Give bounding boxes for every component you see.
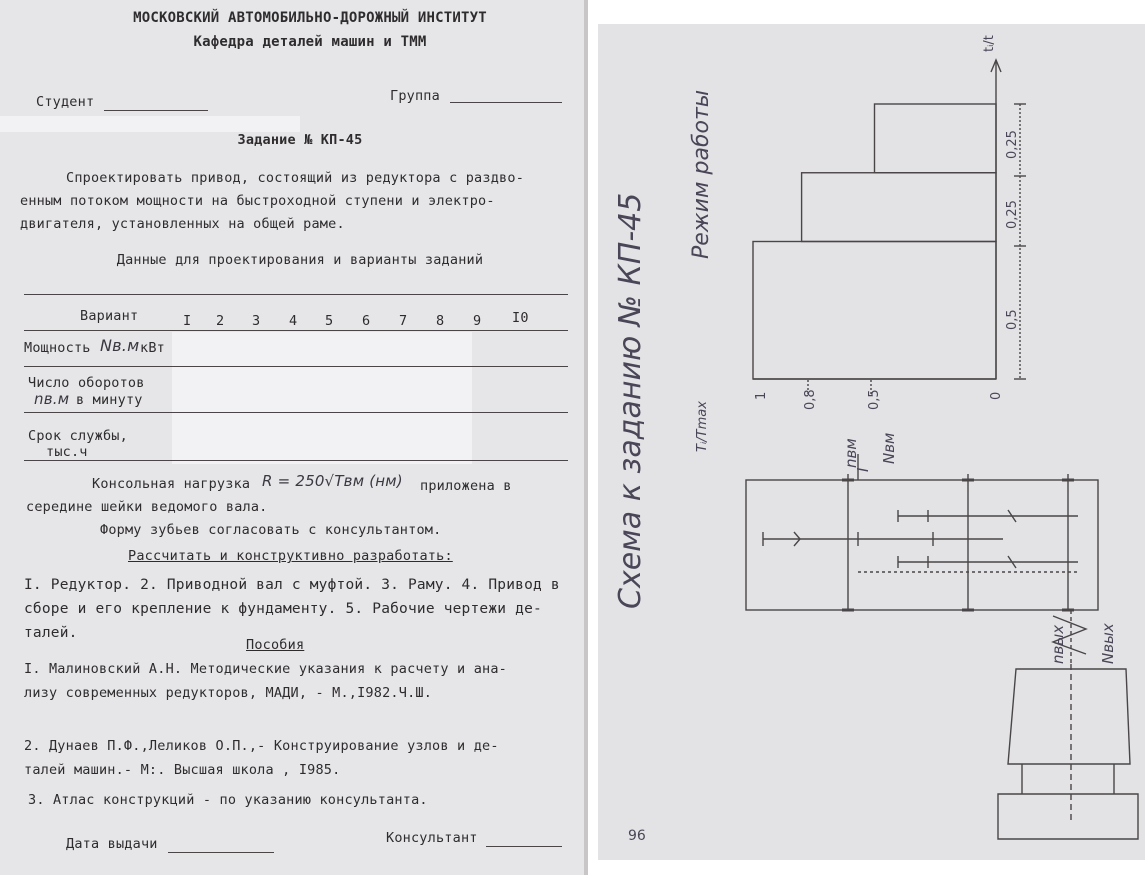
output-speed-label: nвых — [1049, 624, 1067, 664]
calc-line-3: талей. — [24, 625, 78, 641]
teeth-note: Форму зубьев согласовать с консультантом. — [100, 522, 442, 538]
values-erased-area — [172, 332, 472, 464]
consultant-label: Консультант — [386, 830, 478, 846]
manual-1-line-2: лизу современных редукторов, МАДИ, - М.,I982.Ч.Ш. — [24, 685, 433, 701]
y-tick-1: 0,5 — [1005, 309, 1020, 330]
console-formula: R = 250√Tвм (нм) — [262, 472, 403, 490]
data-heading: Данные для проектирования и варианты заданий — [116, 252, 484, 268]
variant-1: I — [183, 313, 192, 329]
manual-2-line-2: талей машин.- М:. Высшая школа , I985. — [24, 762, 341, 778]
gearbox-housing — [746, 480, 1098, 610]
table-top-rule — [24, 294, 568, 295]
variant-2: 2 — [216, 313, 225, 329]
institute-name: МОСКОВСКИЙ АВТОМОБИЛЬНО-ДОРОЖНЫЙ ИНСТИТУТ — [133, 10, 487, 26]
student-label: Студент — [36, 94, 95, 110]
variant-7: 7 — [399, 313, 408, 329]
electric-motor — [998, 664, 1138, 839]
load-bars — [753, 104, 996, 379]
console-label: Консольная нагрузка — [92, 476, 251, 492]
lifetime-label: Срок службы, — [28, 428, 128, 444]
load-bar-3 — [875, 104, 997, 173]
page-number: 96 — [628, 828, 646, 844]
variant-10: I0 — [512, 310, 529, 326]
input-shaft-marker: I — [854, 467, 872, 472]
calc-line-2: сборе и его крепление к фундаменту. 5. Рабочие чертежи де- — [24, 601, 542, 617]
task-line-1: Спроектировать привод, состоящий из редуктора с раздво- — [66, 170, 525, 186]
console-text: приложена в — [420, 478, 512, 494]
variant-6: 6 — [362, 313, 371, 329]
x-tick-3: 0,5 — [867, 389, 882, 410]
issue-date-field — [168, 852, 274, 853]
gearbox-scheme — [746, 454, 1098, 664]
variant-9: 9 — [473, 313, 482, 329]
power-unit: кВт — [140, 340, 165, 356]
department-name: Кафедра деталей машин и ТММ — [193, 34, 427, 50]
input-speed-label: nвм — [842, 438, 860, 468]
axis-left-label: Tᵢ/Tmax — [695, 401, 710, 452]
axis-top-label: tᵢ/t — [982, 35, 997, 52]
task-title: Задание № КП-45 — [237, 132, 363, 148]
load-bar-2 — [802, 173, 996, 242]
table-row-rule-2 — [24, 412, 568, 413]
console-line-2: середине шейки ведомого вала. — [26, 499, 268, 515]
table-header-rule — [24, 330, 568, 331]
group-label: Группа — [390, 88, 440, 104]
calc-line-1: I. Редуктор. 2. Приводной вал с муфтой. 3. Раму. 4. Привод в — [24, 577, 560, 593]
variant-4: 4 — [289, 313, 298, 329]
calc-heading: Рассчитать и конструктивно разработать: — [128, 548, 453, 564]
lifetime-unit: тыс.ч — [46, 444, 88, 460]
power-label: Мощность — [24, 340, 91, 356]
scheme-title: Схема к заданию № КП-45 — [613, 192, 648, 609]
variant-label: Вариант — [80, 308, 139, 324]
manuals-heading: Пособия — [246, 637, 305, 653]
y-tick-3: 0,25 — [1005, 130, 1020, 159]
table-row-rule-1 — [24, 366, 568, 367]
rpm-unit: в минуту — [76, 392, 143, 408]
manual-2-line-1: 2. Дунаев П.Ф.,Леликов О.П.,- Конструирование узлов и де- — [24, 738, 499, 754]
erased-area — [0, 116, 300, 132]
table-bottom-rule — [24, 460, 568, 461]
group-field — [450, 102, 562, 103]
load-diagram — [753, 60, 1026, 396]
x-tick-2: 0,8 — [803, 389, 818, 410]
variant-8: 8 — [436, 313, 445, 329]
y-tick-2: 0,25 — [1005, 200, 1020, 229]
power-symbol: Nв.м — [100, 336, 140, 355]
student-field — [104, 110, 208, 111]
manual-1-line-1: I. Малиновский А.Н. Методические указания к расчету и ана- — [24, 661, 508, 677]
x-tick-1: 1 — [754, 391, 769, 400]
consultant-field — [486, 846, 562, 847]
variant-3: 3 — [252, 313, 261, 329]
rpm-symbol: nв.м — [34, 390, 70, 408]
mode-title: Режим работы — [689, 89, 714, 259]
input-power-label: Nвм — [880, 432, 898, 464]
variant-5: 5 — [325, 313, 334, 329]
manual-3: 3. Атлас конструкций - по указанию консультанта. — [28, 792, 428, 808]
scheme-drawing — [598, 24, 1145, 860]
x-tick-4: 0 — [989, 391, 1004, 400]
task-line-2: енным потоком мощности на быстроходной ступени и электро- — [20, 193, 495, 209]
load-bar-1 — [753, 242, 996, 380]
issue-date-label: Дата выдачи — [66, 836, 158, 852]
sheet-edge — [584, 0, 588, 875]
task-line-3: двигателя, установленных на общей раме. — [20, 216, 345, 232]
output-power-label: Nвых — [1099, 623, 1117, 664]
scheme-sheet — [598, 24, 1145, 860]
rpm-label: Число оборотов — [28, 375, 145, 391]
